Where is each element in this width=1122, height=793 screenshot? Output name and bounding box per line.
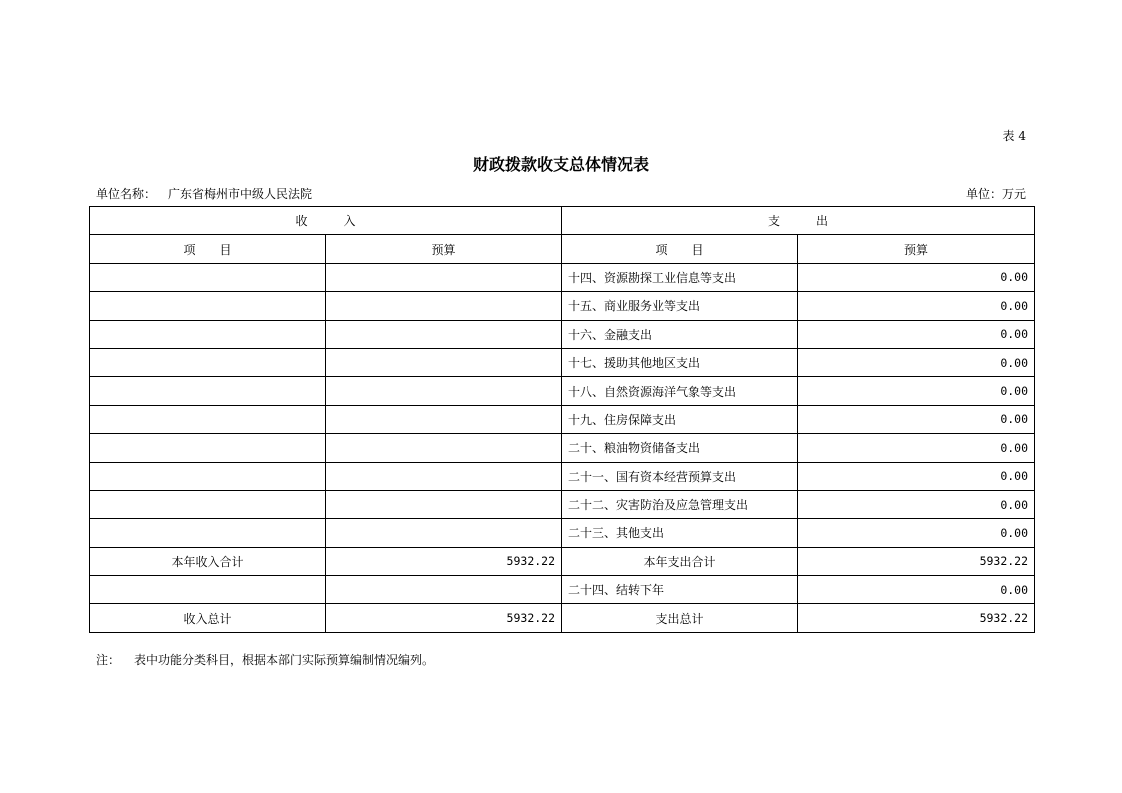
income-budget-cell	[326, 292, 562, 320]
income-budget-cell	[326, 462, 562, 490]
footnote	[96, 651, 434, 668]
expenditure-budget-cell: 0.00	[798, 348, 1035, 376]
expenditure-item-cell: 十五、商业服务业等支出	[562, 292, 798, 320]
expenditure-item-header: 项 目	[562, 235, 798, 263]
expenditure-budget-header: 预算	[798, 235, 1035, 263]
income-budget-cell	[326, 348, 562, 376]
income-budget-cell	[326, 519, 562, 547]
year-total-row	[90, 547, 1035, 575]
income-grand-total-label: 收入总计	[90, 604, 326, 632]
expenditure-item-cell: 二十一、国有资本经营预算支出	[562, 462, 798, 490]
income-item-cell	[90, 434, 326, 462]
carry-over-row	[90, 576, 1035, 604]
expenditure-budget-cell: 0.00	[798, 320, 1035, 348]
table-row	[90, 348, 1035, 376]
year-expenditure-total-label: 本年支出合计	[562, 547, 798, 575]
expenditure-budget-cell: 0.00	[798, 292, 1035, 320]
footnote-text: 表中功能分类科目，根据本部门实际预算编制情况编列。	[134, 653, 435, 667]
carry-over-value: 0.00	[798, 576, 1035, 604]
income-grand-total-value: 5932.22	[326, 604, 562, 632]
header-row-main	[90, 207, 1035, 235]
income-item-cell	[90, 405, 326, 433]
carry-over-label: 二十四、结转下年	[562, 576, 798, 604]
unit-name-label: 单位名称：	[96, 187, 157, 201]
expenditure-budget-cell: 0.00	[798, 462, 1035, 490]
table-row	[90, 490, 1035, 518]
income-budget-cell	[326, 263, 562, 291]
expenditure-header: 支 出	[562, 207, 1035, 235]
income-item-cell	[90, 490, 326, 518]
income-item-cell	[90, 377, 326, 405]
income-budget-cell	[326, 434, 562, 462]
expenditure-item-cell: 十九、住房保障支出	[562, 405, 798, 433]
income-item-cell	[90, 320, 326, 348]
income-item-cell	[90, 462, 326, 490]
expenditure-budget-cell: 0.00	[798, 263, 1035, 291]
expenditure-item-cell: 二十二、灾害防治及应急管理支出	[562, 490, 798, 518]
budget-table	[89, 206, 1035, 633]
expenditure-grand-total-value: 5932.22	[798, 604, 1035, 632]
table-row	[90, 519, 1035, 547]
income-item-cell	[90, 519, 326, 547]
grand-total-row	[90, 604, 1035, 632]
income-budget-cell	[326, 490, 562, 518]
income-item-cell	[90, 348, 326, 376]
table-row	[90, 263, 1035, 291]
expenditure-budget-cell: 0.00	[798, 519, 1035, 547]
table-number: 表 4	[1002, 129, 1026, 143]
expenditure-budget-cell: 0.00	[798, 434, 1035, 462]
expenditure-grand-total-label: 支出总计	[562, 604, 798, 632]
income-budget-cell	[326, 377, 562, 405]
income-item-header: 项 目	[90, 235, 326, 263]
income-item-cell	[90, 263, 326, 291]
income-budget-header: 预算	[326, 235, 562, 263]
year-expenditure-total-value: 5932.22	[798, 547, 1035, 575]
income-header: 收 入	[90, 207, 562, 235]
table-row	[90, 462, 1035, 490]
table-row	[90, 405, 1035, 433]
income-budget-cell	[326, 405, 562, 433]
table-row	[90, 320, 1035, 348]
expenditure-item-cell: 二十三、其他支出	[562, 519, 798, 547]
unit-name-value: 广东省梅州市中级人民法院	[168, 187, 313, 201]
expenditure-item-cell: 二十、粮油物资储备支出	[562, 434, 798, 462]
year-income-total-label: 本年收入合计	[90, 547, 326, 575]
unit-name-line	[96, 185, 312, 202]
expenditure-item-cell: 十四、资源勘探工业信息等支出	[562, 263, 798, 291]
table-row	[90, 377, 1035, 405]
header-row-sub	[90, 235, 1035, 263]
expenditure-budget-cell: 0.00	[798, 405, 1035, 433]
currency-unit: 单位：万元	[965, 187, 1026, 201]
expenditure-budget-cell: 0.00	[798, 490, 1035, 518]
expenditure-item-cell: 十八、自然资源海洋气象等支出	[562, 377, 798, 405]
income-budget-cell	[326, 576, 562, 604]
footnote-label: 注：	[96, 653, 121, 667]
income-item-cell	[90, 292, 326, 320]
page-title: 财政拨款收支总体情况表	[472, 155, 649, 174]
table-row	[90, 292, 1035, 320]
income-budget-cell	[326, 320, 562, 348]
expenditure-budget-cell: 0.00	[798, 377, 1035, 405]
year-income-total-value: 5932.22	[326, 547, 562, 575]
income-item-cell	[90, 576, 326, 604]
table-row	[90, 434, 1035, 462]
expenditure-item-cell: 十七、援助其他地区支出	[562, 348, 798, 376]
expenditure-item-cell: 十六、金融支出	[562, 320, 798, 348]
